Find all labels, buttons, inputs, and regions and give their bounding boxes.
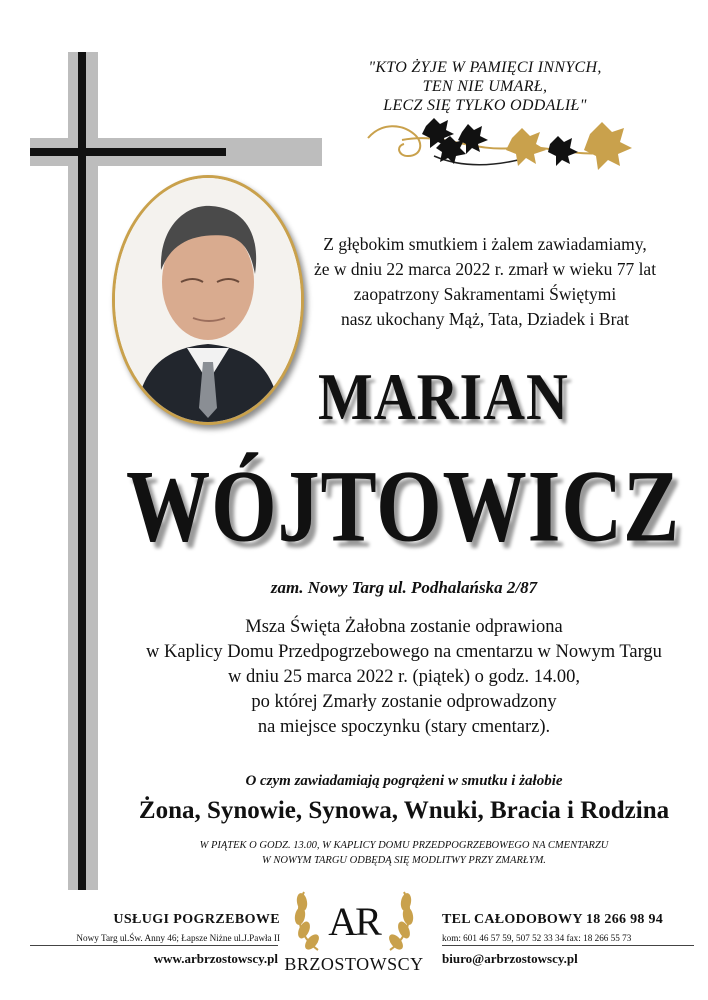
mourners-family: Żona, Synowie, Synowa, Wnuki, Bracia i Rodzina (138, 797, 670, 824)
intro-line-3: zaopatrzony Sakramentami Świętymi (353, 284, 617, 304)
cross-vertical-beam (78, 52, 86, 890)
intro-line-2: że w dniu 22 marca 2022 r. zmarł w wieku 77 lat (313, 259, 657, 279)
mass-line-1: Msza Święta Żałobna zostanie odprawiona (245, 617, 563, 637)
note-line-1: W PIĄTEK O GODZ. 13.00, W KAPLICY DOMU PRZEDPOGRZEBOWEGO NA CMENTARZU (199, 840, 609, 851)
logo-letters: AR (328, 899, 380, 944)
contact-info (442, 912, 702, 943)
quote-line-3: LECZ SIĘ TYLKO ODDALIŁ" (383, 97, 587, 114)
email-link[interactable]: biuro@arbrzostowscy.pl (442, 951, 578, 966)
service-address: Nowy Targ ul.Św. Anny 46; Łapsze Niżne ul.J.Pawła II (76, 933, 280, 943)
mass-info (100, 615, 708, 740)
website-link[interactable]: www.arbrzostowscy.pl (153, 951, 278, 966)
quote-line-2: TEN NIE UMARŁ, (422, 78, 548, 95)
footer-divider-right (442, 945, 694, 946)
intro-line-4: nasz ukochany Mąż, Tata, Dziadek i Brat (340, 309, 630, 329)
intro-line-1: Z głębokim smutkiem i żalem zawiadamiamy, (323, 234, 647, 254)
mass-line-4: po której Zmarły zostanie odprowadzony (251, 692, 557, 712)
mourners-announcement: O czym zawiadamiają pogrążeni w smutku i żałobie (245, 773, 563, 789)
intro-text (300, 232, 670, 332)
epigraph-quote (350, 58, 620, 115)
portrait-photo (112, 175, 304, 425)
cross-horizontal-beam (30, 148, 226, 156)
note-line-2: W NOWYM TARGU ODBĘDĄ SIĘ MODLITWY PRZY ZMARŁYM. (262, 855, 546, 866)
leaf-ornament-icon (362, 112, 644, 184)
service-title: USŁUGI POGRZEBOWE (113, 912, 280, 927)
footer-divider-left (30, 945, 278, 946)
phone-main: TEL CAŁODOBOWY 18 266 98 94 (442, 912, 664, 927)
quote-line-1: "KTO ŻYJE W PAMIĘCI INNYCH, (368, 59, 602, 76)
deceased-surname: WÓJTOWICZ (126, 450, 681, 564)
company-logo (282, 880, 426, 980)
prayer-note (100, 838, 708, 868)
phone-extra: kom: 601 46 57 59, 507 52 33 34 fax: 18 266 55 73 (442, 933, 632, 943)
funeral-service-info (18, 912, 280, 943)
deceased-first-name: MARIAN (318, 359, 569, 434)
mass-line-3: w dniu 25 marca 2022 r. (piątek) o godz. 14.00, (228, 667, 580, 687)
deceased-address: zam. Nowy Targ ul. Podhalańska 2/87 (270, 578, 538, 597)
logo-name: BRZOSTOWSCY (284, 954, 424, 974)
portrait-man-icon (115, 178, 301, 422)
mass-line-2: w Kaplicy Domu Przedpogrzebowego na cmentarzu w Nowym Targu (146, 642, 662, 662)
mass-line-5: na miejsce spoczynku (stary cmentarz). (257, 717, 551, 737)
